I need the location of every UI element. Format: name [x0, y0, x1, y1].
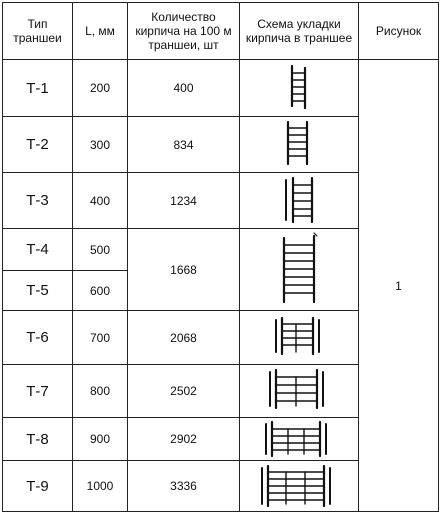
- cell-type-t8: Т-8: [26, 430, 49, 448]
- cell-count-t9: 3336: [170, 479, 197, 493]
- cell-type-t9: Т-9: [26, 477, 49, 495]
- cell-length-t9: 1000: [86, 479, 114, 493]
- scheme-t8-icon: [266, 422, 326, 456]
- cell-count-t6: 2068: [170, 330, 197, 345]
- cell-length-t5: 600: [89, 283, 111, 298]
- scheme-t2-icon: [288, 122, 307, 164]
- scheme-t3-icon: [286, 178, 312, 222]
- header-figure: Рисунок: [375, 24, 422, 38]
- cell-length-t2: 300: [89, 137, 111, 152]
- cell-count-t8: 2902: [170, 432, 197, 446]
- cell-type-t4: Т-4: [26, 241, 49, 258]
- cell-count-t4-t5: 1668: [170, 262, 197, 277]
- header-length: L, мм: [85, 24, 115, 38]
- cell-length-t3: 400: [89, 193, 111, 208]
- cell-type-t1: Т-1: [26, 79, 49, 97]
- cell-length-t1: 200: [89, 81, 111, 95]
- header-scheme: Схема укладки кирпича в траншее: [245, 17, 353, 45]
- cell-type-t3: Т-3: [26, 192, 49, 209]
- cell-type-t7: Т-7: [26, 382, 49, 400]
- cell-count-t2: 834: [173, 137, 194, 152]
- cell-length-t8: 900: [89, 432, 111, 446]
- scheme-t7-icon: [270, 370, 323, 408]
- scheme-t4-t5-icon: [284, 233, 317, 302]
- scheme-t6-icon: [276, 318, 319, 354]
- cell-length-t4: 500: [89, 242, 111, 257]
- cell-type-t2: Т-2: [26, 136, 49, 153]
- cell-count-t7: 2502: [170, 384, 197, 398]
- cell-type-t6: Т-6: [26, 329, 49, 346]
- cell-length-t7: 800: [89, 384, 111, 398]
- header-type: Тип траншеи: [13, 17, 62, 45]
- scheme-t9-icon: [262, 466, 330, 506]
- scheme-t1-icon: [292, 66, 305, 108]
- cell-count-t1: 400: [173, 81, 194, 95]
- cell-type-t5: Т-5: [26, 282, 49, 299]
- cell-figure: 1: [395, 278, 402, 293]
- cell-count-t3: 1234: [170, 193, 197, 208]
- header-count: Количество кирпича на 100 м траншеи, шт: [135, 10, 232, 52]
- cell-length-t6: 700: [89, 330, 111, 345]
